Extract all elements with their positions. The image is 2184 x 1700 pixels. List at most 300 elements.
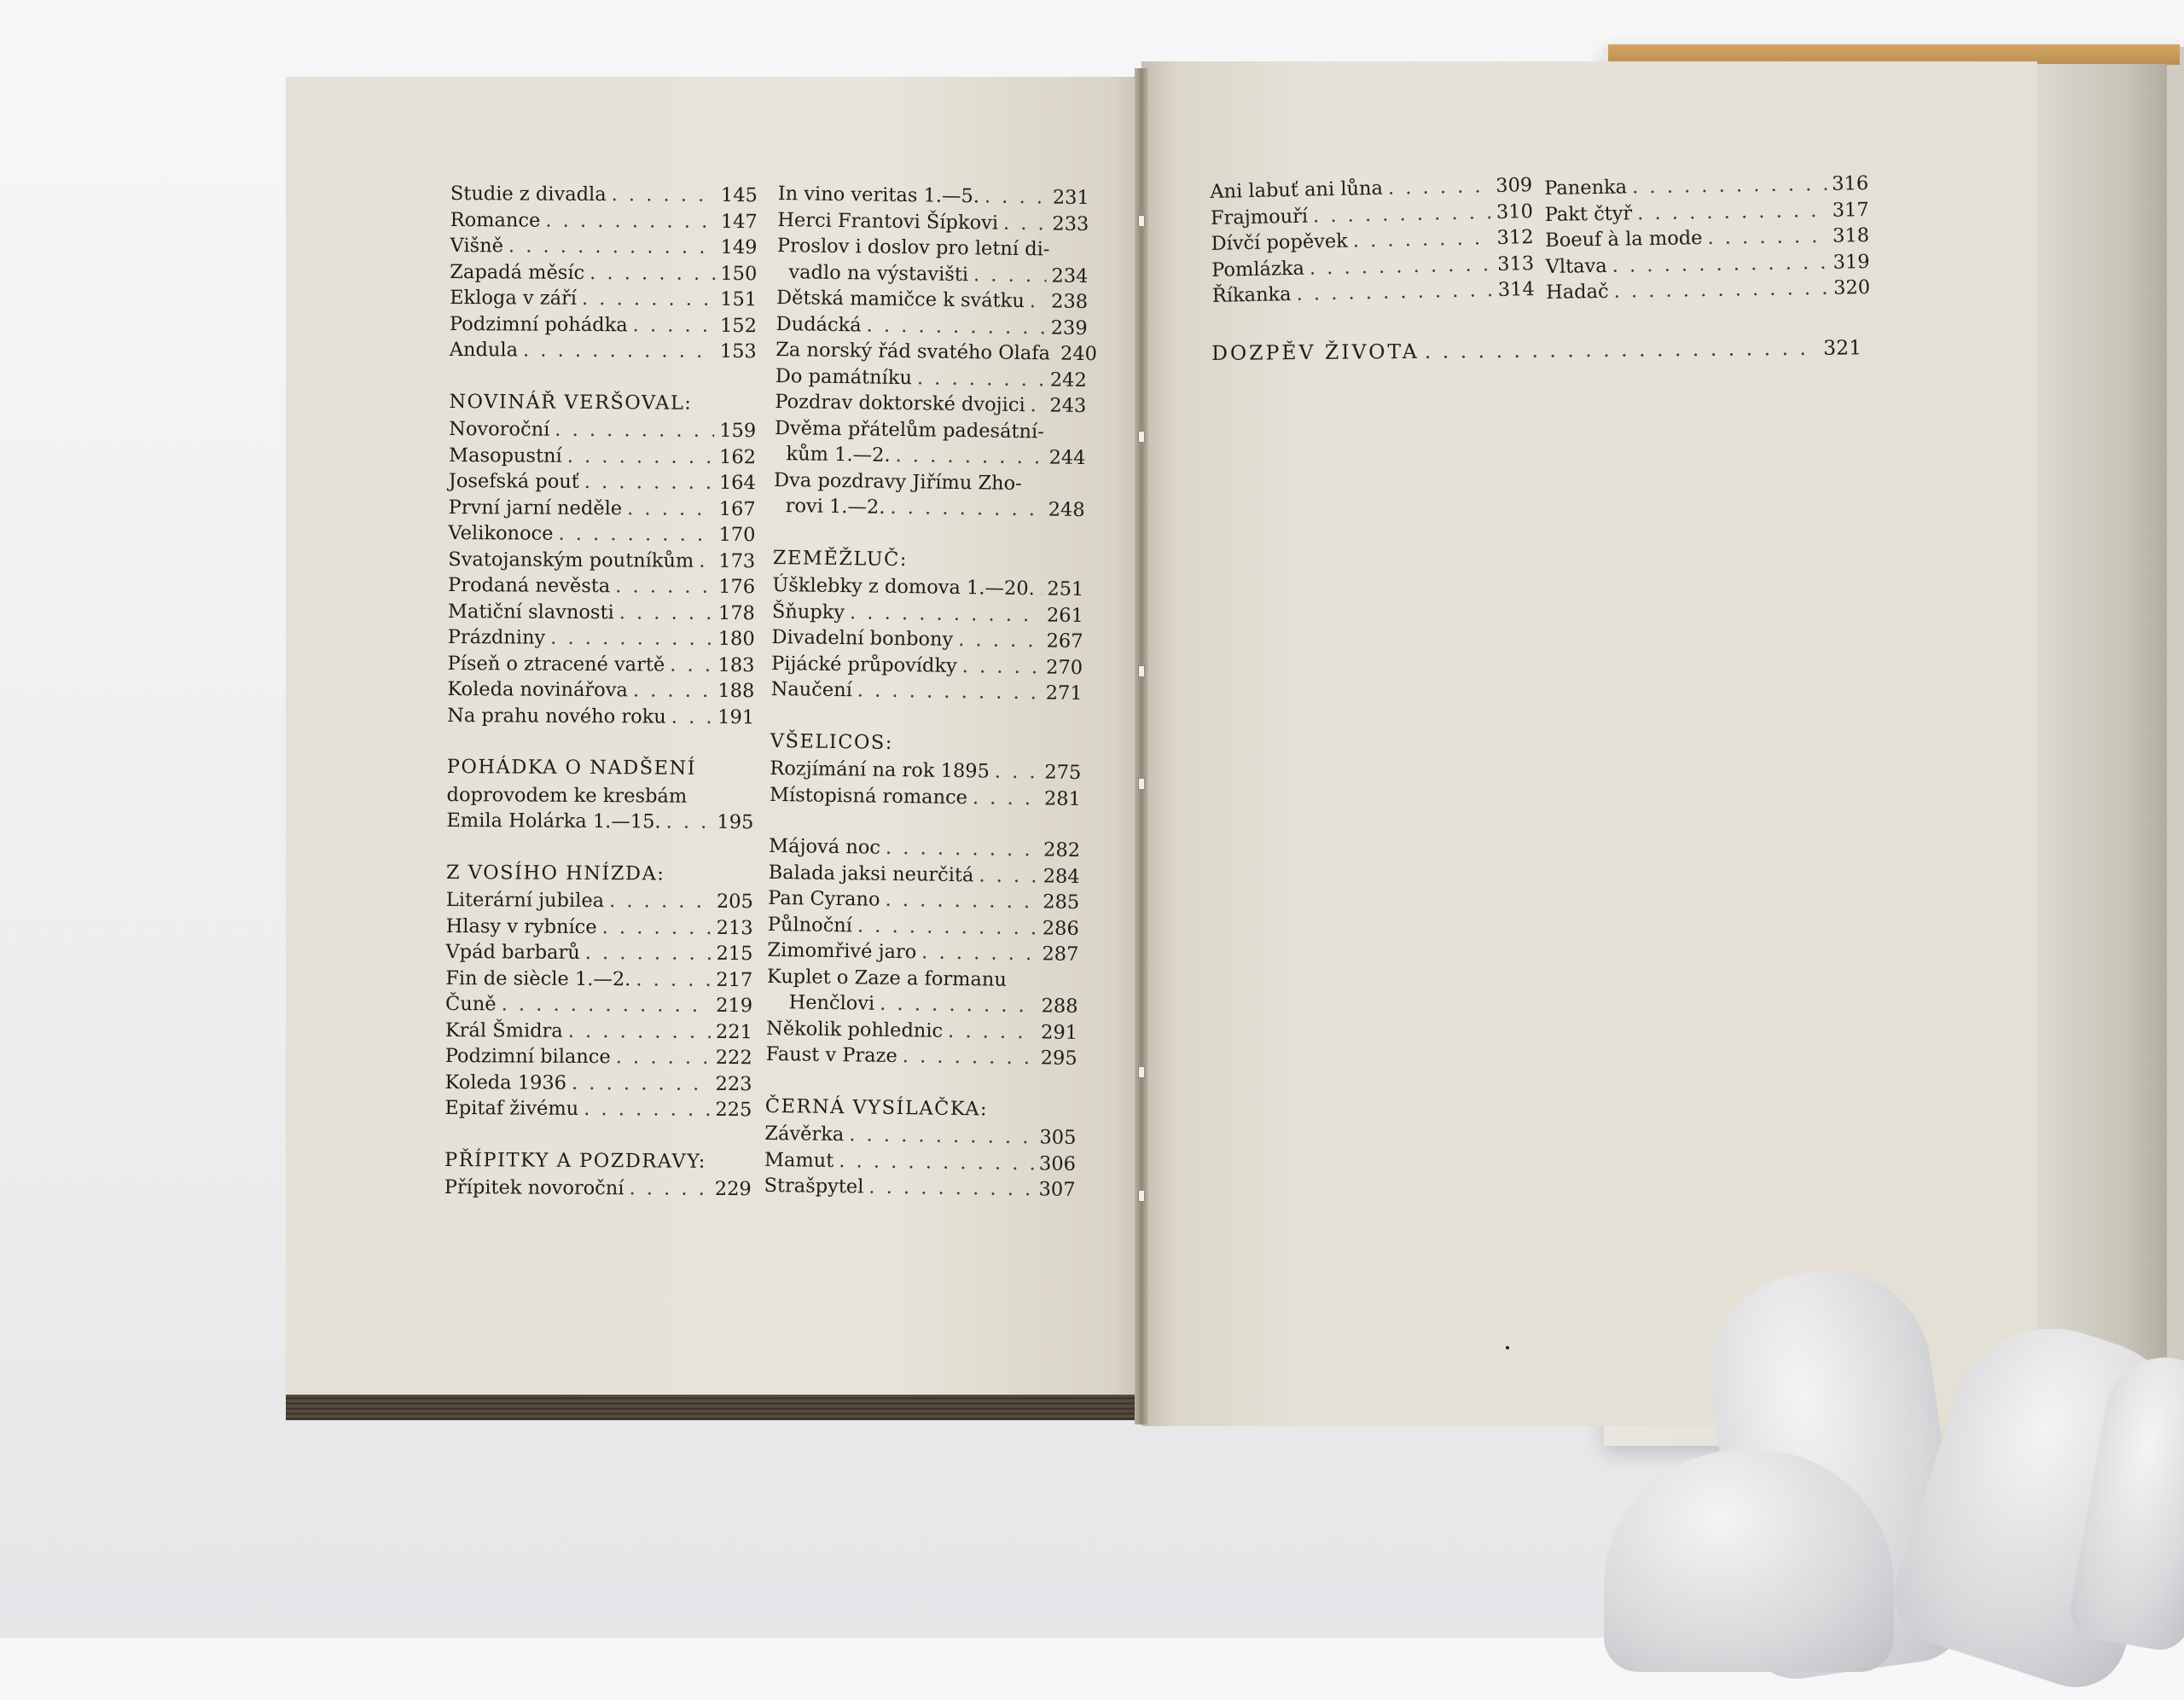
entry-title: Čuně <box>445 991 497 1018</box>
entry-page: 317 <box>1832 197 1868 223</box>
entry-title: Koleda novinářova <box>447 676 628 704</box>
entry-title: Úšklebky z domova 1.—20. <box>772 572 1035 602</box>
toc-entry <box>770 756 1081 786</box>
toc-entry-first-line <box>777 233 1089 264</box>
leader-dots <box>636 966 711 993</box>
toc-entry <box>446 808 753 836</box>
toc-entry <box>776 285 1088 316</box>
entry-title: Na prahu nového roku <box>447 702 666 729</box>
toc-entry <box>444 1175 752 1203</box>
entry-page: 180 <box>718 626 755 653</box>
entry-title: Romance <box>450 206 541 233</box>
entry-page: 320 <box>1833 275 1870 301</box>
toc-entry <box>448 546 755 574</box>
toc-entry <box>445 939 752 967</box>
entry-page: 178 <box>718 600 755 626</box>
leader-dots <box>1313 200 1492 229</box>
entry-title: Půlnoční <box>768 911 853 938</box>
toc-entry <box>778 181 1089 212</box>
entry-page: 314 <box>1498 276 1536 303</box>
leader-dots <box>1030 288 1047 315</box>
toc-entry <box>449 416 756 444</box>
entry-title: Hadač <box>1546 279 1609 306</box>
toc-entry <box>449 442 756 470</box>
entry-title: Přípitek novoroční <box>444 1175 624 1202</box>
entry-page: 153 <box>720 339 757 365</box>
toc-entry <box>450 206 758 235</box>
leader-dots <box>903 1043 1036 1071</box>
entry-title: Prázdniny <box>448 624 546 651</box>
entry-page: 291 <box>1041 1019 1077 1046</box>
section-heading: PŘÍPITKY A POZDRAVY: <box>444 1146 752 1175</box>
entry-page: 162 <box>719 444 756 470</box>
leader-dots <box>985 183 1048 211</box>
entry-page: 270 <box>1046 654 1083 681</box>
leader-dots <box>1632 171 1827 200</box>
toc-entry <box>775 337 1087 368</box>
leader-dots <box>567 443 715 470</box>
entry-title: Prodaná nevěsta <box>448 572 610 600</box>
toc-entry <box>768 859 1079 890</box>
entry-title: Emila Holárka 1.—15. <box>446 808 660 835</box>
leader-dots <box>973 262 1047 289</box>
leader-dots <box>699 548 713 574</box>
paper-speck <box>1506 1346 1509 1349</box>
entry-page: 222 <box>716 1045 752 1071</box>
entry-page: 205 <box>717 889 753 915</box>
toc-entry-first-line <box>774 467 1085 497</box>
entry-title: Matiční slavnosti <box>448 598 614 625</box>
toc-entry <box>764 1146 1076 1177</box>
entry-page: 167 <box>719 496 756 522</box>
toc-entry <box>450 233 757 261</box>
toc-entry <box>448 624 755 653</box>
leader-dots <box>857 913 1037 941</box>
leader-dots <box>508 233 716 260</box>
entry-title: Frajmouří <box>1211 203 1309 231</box>
leader-dots <box>850 600 1042 629</box>
leader-dots <box>502 991 712 1018</box>
entry-title: rovi 1.—2. <box>773 493 885 520</box>
leader-dots <box>602 914 712 941</box>
toc-entry <box>775 389 1086 420</box>
leader-dots <box>633 677 713 704</box>
leader-dots <box>866 312 1045 340</box>
entry-page: 295 <box>1041 1045 1077 1071</box>
entry-title: DOZPĚV ŽIVOTA <box>1211 339 1420 365</box>
leader-dots <box>572 1070 711 1096</box>
entry-title: Mamut <box>764 1146 834 1174</box>
entry-title: Zimomřivé jaro <box>767 937 916 966</box>
binding-stitch <box>1138 1190 1145 1202</box>
entry-page: 152 <box>720 312 757 339</box>
entry-title: První jarní neděle <box>449 494 623 521</box>
entry-title: Pan Cyrano <box>768 885 880 913</box>
entry-title: Andula <box>450 337 518 363</box>
entry-page: 251 <box>1047 576 1083 602</box>
toc-entry <box>772 572 1083 603</box>
toc-group <box>765 833 1080 1072</box>
entry-page: 288 <box>1041 993 1077 1019</box>
entry-page: 145 <box>721 183 758 209</box>
toc-entry <box>445 1043 752 1071</box>
leader-dots <box>584 1096 710 1123</box>
entry-page: 242 <box>1050 367 1087 393</box>
leader-dots <box>558 521 713 548</box>
entry-title: Podzimní bilance <box>445 1043 611 1070</box>
entry-title: Zapadá měsíc <box>450 258 584 285</box>
entry-page: 240 <box>1060 341 1097 368</box>
entry-title: Rozjímání na rok 1895 <box>770 756 990 785</box>
section-heading: Z VOSÍHO HNÍZDA: <box>446 859 753 887</box>
book-cover-spine <box>2030 64 2167 1437</box>
entry-page: 307 <box>1038 1176 1075 1203</box>
entry-title: Pomlázka <box>1211 255 1304 283</box>
entry-page: 284 <box>1043 863 1079 890</box>
leader-dots <box>895 443 1043 471</box>
entry-title: Několik pohlednic <box>766 1015 943 1043</box>
entry-page: 173 <box>718 548 755 574</box>
leader-dots <box>857 677 1041 705</box>
toc-group <box>444 887 753 1123</box>
toc-column-1 <box>444 181 758 1203</box>
entry-page: 195 <box>717 809 753 836</box>
entry-page: 149 <box>720 235 757 261</box>
entry-page: 221 <box>716 1018 752 1045</box>
toc-entry <box>771 650 1083 681</box>
leader-dots <box>585 940 712 966</box>
entry-page <box>1044 986 1078 987</box>
entry-title: Ekloga v září <box>450 285 577 311</box>
entry-title: Za norský řád svatého Olafa <box>775 337 1050 367</box>
entry-page: 281 <box>1044 786 1081 812</box>
leader-dots <box>1707 223 1827 252</box>
leader-dots <box>615 573 713 600</box>
leader-dots <box>550 625 713 653</box>
leader-dots <box>670 652 713 678</box>
leader-dots <box>1040 576 1043 602</box>
section-heading: ČERNÁ VYSÍLAČKA: <box>765 1093 1077 1123</box>
toc-entry <box>775 363 1087 393</box>
entry-title: Pakt čtyř <box>1544 200 1632 228</box>
toc-entry <box>1546 275 1870 305</box>
entry-title: Májová noc <box>769 833 880 861</box>
leader-dots <box>1613 276 1828 305</box>
toc-entry <box>770 676 1082 707</box>
toc-entry <box>448 598 755 626</box>
leader-dots <box>584 469 714 496</box>
toc-entry-first-line <box>775 415 1086 445</box>
entry-title: Pozdrav doktorské dvojici <box>775 389 1025 419</box>
entry-page: 305 <box>1039 1124 1076 1151</box>
leader-dots <box>1637 197 1827 226</box>
toc-entry <box>765 1041 1077 1072</box>
entry-title: Dětská mamičce k svátku <box>776 285 1025 315</box>
entry-title: vadlo na výstavišti <box>776 258 968 287</box>
entry-page: 219 <box>716 993 752 1019</box>
leader-dots <box>582 286 715 312</box>
entry-page: 286 <box>1043 915 1079 942</box>
entry-page: 267 <box>1046 628 1083 654</box>
entry-title: Henčlovi <box>766 989 874 1017</box>
entry-page: 312 <box>1496 224 1534 251</box>
toc-group <box>773 181 1089 524</box>
entry-title: Strašpytel <box>764 1173 863 1200</box>
entry-page: 310 <box>1496 199 1534 225</box>
leader-dots <box>885 887 1037 915</box>
toc-group <box>447 416 756 730</box>
toc-entry <box>772 598 1083 629</box>
toc-group <box>770 572 1083 707</box>
entry-page: 318 <box>1833 223 1869 249</box>
entry-page: 188 <box>717 678 754 705</box>
toc-entry <box>444 1095 752 1123</box>
entry-title: Josefská pouť <box>449 468 579 495</box>
leader-dots <box>839 1148 1034 1177</box>
toc-entry <box>448 572 755 601</box>
toc-entry <box>775 310 1087 341</box>
entry-title: Naučení <box>770 676 852 704</box>
leader-dots <box>633 312 716 339</box>
leader-dots <box>545 207 716 235</box>
leader-dots <box>921 939 1037 966</box>
entry-title: Studie z divadla <box>450 181 607 208</box>
leader-dots <box>948 1018 1036 1045</box>
entry-title: Dudácká <box>775 310 861 338</box>
toc-entry <box>444 1069 752 1097</box>
toc-entry <box>449 494 756 522</box>
entry-title: Hlasy v rybníce <box>446 913 597 940</box>
toc-column-3 <box>1210 172 1535 309</box>
leader-dots <box>958 627 1042 654</box>
entry-title: Faust v Praze <box>765 1041 897 1070</box>
section-heading: NOVINÁŘ VERŠOVAL: <box>449 388 756 416</box>
entry-title: Balada jaksi neurčitá <box>768 859 973 888</box>
entry-title: In vino veritas 1.—5. <box>778 181 980 210</box>
toc-column-2 <box>764 181 1089 1203</box>
toc-entry <box>768 885 1079 916</box>
leader-dots <box>979 862 1038 889</box>
toc-entry <box>767 937 1078 968</box>
leader-dots <box>590 259 715 286</box>
toc-entry <box>776 258 1088 289</box>
entry-page: 313 <box>1497 251 1535 277</box>
book-gutter <box>1135 68 1148 1424</box>
leader-dots <box>609 888 712 914</box>
toc-entry <box>445 1017 752 1045</box>
entry-page: 271 <box>1045 680 1082 706</box>
toc-entry <box>450 310 757 339</box>
toc-entry <box>770 781 1081 812</box>
toc-entry <box>448 520 755 548</box>
entry-page: 223 <box>715 1070 752 1097</box>
entry-page: 287 <box>1042 941 1078 967</box>
entry-page: 215 <box>716 941 752 967</box>
section-heading: ZEMĚŽLUČ: <box>773 544 1084 575</box>
entry-page: 213 <box>717 914 753 941</box>
entry-page: 285 <box>1043 889 1079 915</box>
entry-page: 225 <box>715 1097 752 1123</box>
entry-title: Pijácké průpovídky <box>771 650 957 679</box>
leader-dots <box>849 1122 1035 1151</box>
entry-title: Kuplet o Zaze a formanu <box>767 963 1007 992</box>
leader-dots <box>1003 210 1048 236</box>
entry-title: Šňupky <box>772 598 845 625</box>
toc-entry <box>768 911 1079 942</box>
leader-dots <box>868 1175 1034 1203</box>
entry-page: 248 <box>1048 496 1084 523</box>
toc-entry <box>774 441 1085 472</box>
entry-page: 282 <box>1043 837 1080 863</box>
entry-title: Novoroční <box>449 416 549 443</box>
toc-entry <box>771 624 1083 655</box>
binding-stitch <box>1138 665 1145 677</box>
toc-entry <box>769 833 1080 864</box>
leader-dots <box>995 759 1040 786</box>
leader-dots <box>1425 336 1819 363</box>
entry-page: 316 <box>1832 171 1868 197</box>
entry-title: Epitaf živému <box>444 1095 578 1122</box>
entry-page: 234 <box>1051 263 1088 289</box>
entry-title: Proslov i doslov pro letní di- <box>777 233 1050 263</box>
toc-entry <box>766 989 1077 1020</box>
leader-dots <box>568 1018 711 1045</box>
entry-page: 309 <box>1496 172 1533 199</box>
leader-dots <box>890 495 1043 523</box>
toc-entry <box>773 493 1084 524</box>
toc-entry <box>446 913 753 941</box>
entry-title: Panenka <box>1544 174 1627 201</box>
leader-dots <box>1296 277 1493 307</box>
toc-entry <box>764 1121 1076 1152</box>
section-heading: POHÁDKA O NADŠENÍ <box>447 754 754 782</box>
entry-title: Višně <box>450 233 503 259</box>
entry-page: 238 <box>1051 288 1088 315</box>
entry-page: 231 <box>1053 184 1089 211</box>
toc-entry <box>450 258 757 287</box>
entry-subtitle: doprovodem ke kresbám <box>447 781 754 809</box>
toc-entry <box>447 650 754 678</box>
entry-page: 150 <box>720 260 757 287</box>
entry-page: 233 <box>1052 211 1089 237</box>
leader-dots <box>616 1044 711 1070</box>
leader-dots <box>612 182 716 208</box>
entry-page: 176 <box>718 574 755 601</box>
toc-entry <box>449 468 756 496</box>
leader-dots <box>629 1175 710 1202</box>
binding-stitch <box>1138 778 1145 790</box>
entry-page: 170 <box>718 522 755 548</box>
entry-title: Fin de siècle 1.—2. <box>445 965 630 992</box>
entry-page: 243 <box>1049 392 1086 419</box>
toc-entry <box>445 965 752 993</box>
entry-title: Koleda 1936 <box>444 1069 566 1095</box>
entry-title: Literární jubilea <box>446 887 604 914</box>
entry-title: Masopustní <box>449 442 562 468</box>
toc-entry <box>764 1173 1075 1204</box>
binding-stitch <box>1138 1066 1145 1078</box>
entry-title: Místopisná romance <box>770 781 967 810</box>
toc-entry <box>450 285 757 313</box>
leader-dots <box>671 704 713 730</box>
leader-dots <box>1030 392 1044 419</box>
entry-title: Říkanka <box>1212 281 1292 309</box>
entry-page: 164 <box>719 470 756 496</box>
entry-page: 147 <box>721 208 758 235</box>
leader-dots <box>627 496 714 522</box>
leader-dots <box>880 991 1037 1019</box>
entry-title: Dívčí popěvek <box>1211 229 1348 258</box>
leader-dots <box>917 365 1045 393</box>
toc-entry <box>445 991 752 1019</box>
toc-group <box>450 181 758 365</box>
entry-page: 217 <box>716 966 752 993</box>
toc-entry-first-line <box>767 963 1078 994</box>
entry-page: 319 <box>1833 249 1869 276</box>
entry-title: Podzimní pohádka <box>450 310 628 338</box>
entry-title: Vpád barbarů <box>445 939 579 966</box>
entry-page: 239 <box>1050 315 1087 341</box>
toc-entry <box>447 702 754 730</box>
entry-title: Dvěma přátelům padesátní- <box>775 415 1044 444</box>
leader-dots <box>1612 249 1827 278</box>
leader-dots <box>886 835 1039 863</box>
entry-page: 191 <box>717 704 754 730</box>
entry-page: 306 <box>1039 1151 1076 1177</box>
entry-title: Boeuf à la mode <box>1545 225 1703 253</box>
leader-dots <box>962 653 1042 681</box>
entry-page: 159 <box>719 418 756 444</box>
toc-group <box>770 756 1082 812</box>
entry-title: Píseň o ztracené vartě <box>447 650 665 677</box>
leader-dots <box>619 600 713 626</box>
leader-dots <box>1352 225 1491 254</box>
toc-entry <box>450 181 758 209</box>
entry-title: Dva pozdravy Jiřímu Zho- <box>774 467 1022 496</box>
entry-page: 244 <box>1048 444 1085 471</box>
binding-stitch <box>1138 215 1145 227</box>
leader-dots <box>973 785 1039 812</box>
entry-title: Závěrka <box>764 1121 844 1148</box>
toc-group <box>764 1121 1076 1204</box>
entry-title: kům 1.—2. <box>774 441 890 468</box>
section-heading: VŠELICOS: <box>770 728 1082 758</box>
leader-dots <box>1388 173 1491 201</box>
leader-dots <box>1310 252 1493 281</box>
toc-entry <box>777 206 1089 237</box>
entry-title: Herci Frantovi Šípkovi <box>777 206 998 235</box>
entry-page: 321 <box>1823 335 1862 359</box>
toc-entry <box>766 1015 1077 1046</box>
leader-dots <box>666 809 712 836</box>
entry-title: Vltava <box>1545 252 1607 280</box>
toc-entry <box>446 887 753 915</box>
binding-stitch <box>1138 431 1145 443</box>
entry-page: 229 <box>715 1176 752 1203</box>
leader-dots <box>523 338 715 365</box>
entry-page: 151 <box>720 287 757 313</box>
entry-title: Král Šmidra <box>445 1017 563 1043</box>
toc-column-4 <box>1544 171 1870 305</box>
toc-entry <box>447 676 754 705</box>
entry-title: Velikonoce <box>448 520 553 547</box>
entry-page: 183 <box>717 652 754 678</box>
leader-dots <box>555 417 714 444</box>
toc-entry <box>450 337 757 365</box>
entry-title: Svatojanským poutníkům <box>448 546 694 573</box>
entry-title: Do památníku <box>775 363 913 391</box>
entry-title: Ani labuť ani lůna <box>1210 176 1383 206</box>
